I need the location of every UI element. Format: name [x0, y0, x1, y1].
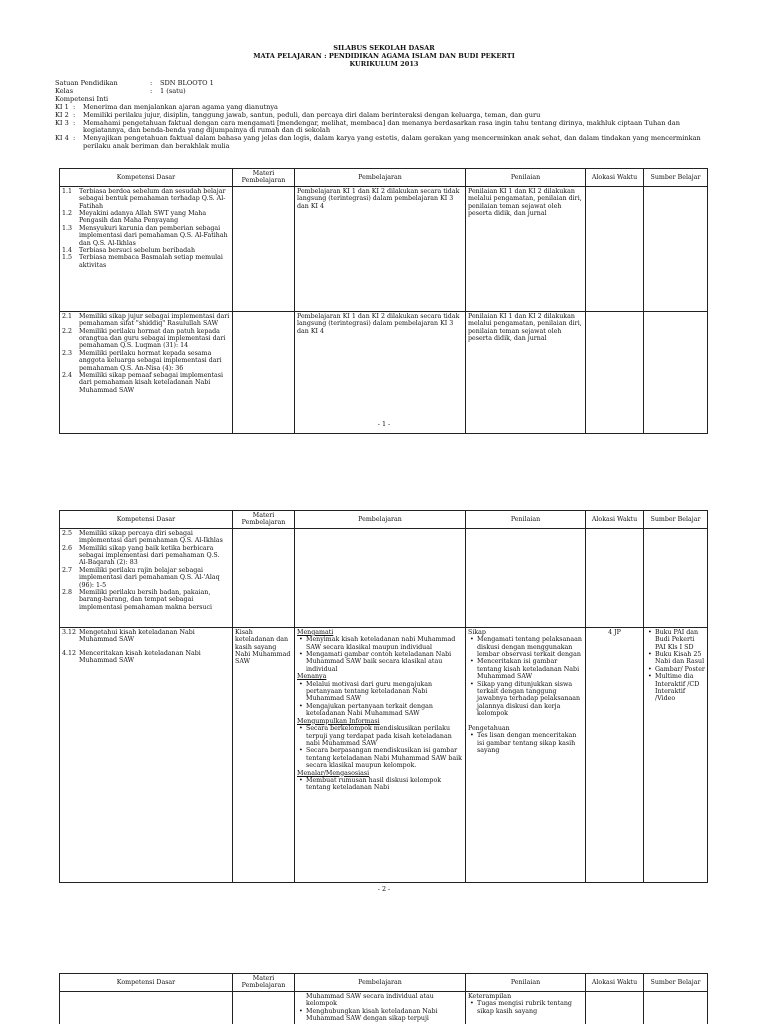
alokasi-cell: [586, 186, 644, 311]
ki-text: Memahami pengetahuan faktual dengan cara mengamati [mendengar, melihat, membaca] dan menanya berdasarkan rasa ingin tahu tentang dirinya, makhluk ciptaan Tuhan dan kegiatannya, dan benda-benda yang dijumpainya di rumah dan di sekolah: [83, 118, 680, 135]
syllabus-table: [59, 973, 708, 1024]
kd-item: 1.5 Terbiasa membaca Basmalah setiap memulai aktivitas: [62, 254, 223, 269]
ki-text: Menerima dan menjalankan ajaran agama yang dianutnya: [83, 102, 278, 111]
col-header-materi: Materi Pembelajaran: [233, 511, 295, 529]
kd-item: 2.6 Memiliki sikap yang baik ketika berbicara sebagai implementasi dari pemahaman Q.S. Al-Baqarah (2): 83: [62, 544, 220, 567]
col-header-sumber: Sumber Belajar: [644, 974, 708, 992]
document-header: [0, 44, 768, 68]
list-item: • Buku Kisah 25 Nabi dan Rasul: [655, 651, 705, 666]
continued-text: Muhammad SAW secara individual atau kelompok: [306, 992, 434, 1008]
ki-id: KI 3: [55, 118, 69, 127]
list-item: • Melalui motivasi dari guru mengajukan pertanyaan tentang keteladanan Nabi Muhammad SAW: [306, 681, 463, 703]
col-header-penilaian: Penilaian: [466, 974, 586, 992]
penilaian-cell: [466, 991, 586, 1024]
mengumpulkan-label: Mengumpulkan Informasi: [297, 717, 380, 725]
ki-row: KI 1 : Menerima dan menjalankan ajaran agama yang dianutnya: [55, 104, 725, 112]
kd-item: 2.7 Memiliki perilaku rajin belajar sebagai implementasi dari pemahaman Q.S. Al-'Alaq (96): 1-5: [62, 566, 220, 589]
pembelajaran-cell: [295, 991, 466, 1024]
table-header-row: [60, 974, 708, 992]
list-item: • Sikap yang ditunjukkan siswa terkait dengan tanggung jawabnya terhadap pelaksanaan jalannya diskusi dan kerja kelompok: [477, 681, 583, 718]
ki-row: KI 4 : Menyajikan pengetahuan faktual dalam bahasa yang jelas dan logis, dalam karya yang estetis, dalam gerakan yang mencerminkan anak sehat, dan dalam tindakan yang mencerminkan perilaku anak beriman dan berakhlak mulia: [55, 135, 725, 151]
kelas-label: Kelas: [55, 86, 74, 95]
sumber-cell: [644, 627, 708, 882]
col-header-pembelajaran: Pembelajaran: [295, 169, 466, 187]
header-subject: MATA PELAJARAN : PENDIDIKAN AGAMA ISLAM DAN BUDI PEKERTI: [253, 52, 515, 60]
page-3: [0, 968, 768, 1024]
pengetahuan-label: Pengetahuan: [468, 724, 510, 732]
keterampilan-label: Keterampilan: [468, 992, 512, 1000]
list-item: • Tugas mengisi rubrik tentang sikap kasih sayang: [477, 1000, 583, 1015]
list-item: • Buku PAI dan Budi Pekerti PAI Kls I SD: [655, 629, 705, 651]
pembelajaran-cell: [295, 528, 466, 627]
kd-cell: [60, 627, 233, 882]
page-2: [0, 503, 768, 903]
penilaian-cell: Penilaian KI 1 dan KI 2 dilakukan melalui pengamatan, penilaian diri, penilaian teman sejawat oleh peserta didik, dan jurnal: [466, 186, 586, 311]
materi-cell: Kisah keteladanan dan kasih sayang Nabi Muhammad SAW: [233, 627, 295, 882]
table-row: [60, 991, 708, 1024]
kd-item: 4.12 Menceritakan kisah keteladanan Nabi Muhammad SAW: [62, 649, 201, 665]
list-item: • Menghubungkan kisah keteladanan Nabi Muhammad SAW dengan sikap terpuji: [306, 1008, 463, 1023]
kd-item: 2.8 Memiliki perilaku bersih badan, pakaian, barang-barang, dan tempat sebagai implementasi pemahaman makna bersuci: [62, 589, 213, 611]
kd-item: 2.1 Memiliki sikap jujur sebagai implementasi dari pemahaman sifat "shiddiq" Rasulullah SAW: [62, 312, 230, 328]
menanya-label: Menanya: [297, 673, 327, 681]
list-item: • Mengamati gambar contoh keteladanan Nabi Muhammad SAW baik secara klasikal atau individual: [306, 651, 463, 673]
header-curriculum: KURIKULUM 2013: [349, 60, 419, 68]
penilaian-cell: Penilaian KI 1 dan KI 2 dilakukan melalui pengamatan, penilaian diri, penilaian teman sejawat oleh peserta didik, dan jurnal: [466, 311, 586, 433]
penilaian-cell: [466, 627, 586, 882]
list-item: • Gambar/ Poster: [655, 666, 705, 673]
kd-cell: [60, 186, 233, 311]
list-item: • Menyimak kisah keteladanan nabi Muhammad SAW secara klasikal maupun individual: [306, 636, 463, 651]
ki-text: Menyajikan pengetahuan faktual dalam bahasa yang jelas dan logis, dalam karya yang estetis, dalam gerakan yang mencerminkan anak sehat, dan dalam tindakan yang mencerminkan perilaku anak beriman dan berakhlak mulia: [83, 134, 701, 151]
kd-cell: [60, 991, 233, 1024]
page-number: - 1 -: [377, 420, 391, 428]
meta-row-satuan: [55, 80, 725, 88]
kd-item: 1.4 Terbiasa bersuci sebelum beribadah: [62, 247, 195, 255]
ki-id: KI 4: [55, 134, 69, 143]
kd-cell: [60, 528, 233, 627]
satuan-value: SDN BLOOTO 1: [160, 79, 214, 87]
kd-item: 1.2 Meyakini adanya Allah SWT yang Maha Pengasih dan Maha Penyayang: [62, 210, 207, 225]
table-row: [60, 311, 708, 433]
kd-cell: [60, 311, 233, 433]
col-header-kd: Kompetensi Dasar: [60, 169, 233, 187]
document-meta: [55, 80, 725, 151]
syllabus-table: [59, 168, 708, 434]
col-header-materi: Materi Pembelajaran: [233, 974, 295, 992]
sikap-list: [468, 636, 583, 717]
pembelajaran-list: [297, 1008, 463, 1023]
col-header-sumber: Sumber Belajar: [644, 511, 708, 529]
meta-row-kelas: [55, 88, 725, 96]
alokasi-cell: [586, 311, 644, 433]
alokasi-cell: [586, 528, 644, 627]
ki-text: Memiliki perilaku jujur, disiplin, tanggung jawab, santun, peduli, dan percaya diri dalam berinteraksi dengan keluarga, teman, dan guru: [83, 110, 541, 119]
penilaian-cell: [466, 528, 586, 627]
colon: :: [150, 86, 153, 95]
syllabus-table: [59, 510, 708, 883]
mengamati-label: Mengamati: [297, 628, 334, 636]
header-title: SILABUS SEKOLAH DASAR: [333, 44, 435, 52]
col-header-pembelajaran: Pembelajaran: [295, 511, 466, 529]
materi-cell: [233, 311, 295, 433]
page-number: - 2 -: [377, 885, 391, 893]
list-item: • Tes lisan dengan menceritakan isi gambar tentang sikap kasih sayang: [477, 732, 583, 754]
col-header-materi: Materi Pembelajaran: [233, 169, 295, 187]
list-item: • Mengajukan pertanyaan terkait dengan keteladanan Nabi Muhammad SAW: [306, 703, 463, 718]
ki-id: KI 1: [55, 102, 69, 111]
page-1: [0, 0, 768, 440]
sumber-list: [646, 629, 705, 703]
alokasi-cell: 4 JP: [586, 627, 644, 882]
ki-heading: Kompetensi Inti: [55, 94, 109, 103]
pembelajaran-cell: Pembelajaran KI 1 dan KI 2 dilakukan secara tidak langsung (terintegrasi) dalam pembelajaran KI 3 dan KI 4: [295, 311, 466, 433]
pembelajaran-cell: Pembelajaran KI 1 dan KI 2 dilakukan secara tidak langsung (terintegrasi) dalam pembelajaran KI 3 dan KI 4: [295, 186, 466, 311]
kelas-value: 1 (satu): [160, 86, 186, 95]
list-item: • Secara berpasangan mendiskusikan isi gambar tentang keteladanan Nabi Muhammad SAW baik secara klasikal maupun kelompok.: [306, 747, 463, 769]
col-header-pembelajaran: Pembelajaran: [295, 974, 466, 992]
col-header-alokasi: Alokasi Waktu: [586, 511, 644, 529]
kd-item: 2.4 Memiliki sikap pemaaf sebagai implementasi dari pemahaman kisah keteladanan Nabi Muhammad SAW: [62, 372, 224, 394]
col-header-alokasi: Alokasi Waktu: [586, 169, 644, 187]
list-item: • Secara berkelompok mendiskusikan perilaku terpuji yang terdapat pada kisah keteladanan nabi Muhammad SAW: [306, 725, 463, 747]
col-header-penilaian: Penilaian: [466, 169, 586, 187]
table-header-row: [60, 511, 708, 529]
colon: :: [150, 79, 153, 87]
menalar-list: [297, 777, 463, 792]
pembelajaran-cell: [295, 627, 466, 882]
kd-item: 2.5 Memiliki sikap percaya diri sebagai implementasi dari pemahaman Q.S. Al-Ikhlas: [62, 529, 223, 545]
mengamati-list: [297, 636, 463, 673]
col-header-penilaian: Penilaian: [466, 511, 586, 529]
sumber-cell: [644, 186, 708, 311]
list-item: • Menceritakan isi gambar tentang kisah keteladanan Nabi Muhammad SAW: [477, 658, 583, 680]
col-header-alokasi: Alokasi Waktu: [586, 974, 644, 992]
col-header-kd: Kompetensi Dasar: [60, 511, 233, 529]
satuan-label: Satuan Pendidikan: [55, 79, 118, 87]
materi-cell: [233, 991, 295, 1024]
materi-cell: [233, 528, 295, 627]
sumber-cell: [644, 528, 708, 627]
kd-item: 1.1 Terbiasa berdoa sebelum dan sesudah belajar sebagai bentuk pemahaman terhadap Q.S. Al-Fatihah: [62, 187, 226, 210]
sumber-cell: [644, 311, 708, 433]
sumber-cell: [644, 991, 708, 1024]
menanya-list: [297, 681, 463, 718]
ki-row: KI 2 : Memiliki perilaku jujur, disiplin, tanggung jawab, santun, peduli, dan percaya diri dalam berinteraksi dengan keluarga, teman, dan guru: [55, 112, 725, 120]
kd-item: 2.3 Memiliki perilaku hormat kepada sesama anggota keluarga sebagai implementasi dari pemahaman Q.S. An-Nisa (4): 36: [62, 349, 222, 372]
menalar-label: Menalar/Mengasosiasi: [297, 769, 370, 777]
sikap-label: Sikap: [468, 628, 486, 636]
pengetahuan-list: [468, 732, 583, 754]
table-row: [60, 186, 708, 311]
kd-item: 3.12 Mengetahui kisah keteladanan Nabi Muhammad SAW: [62, 628, 195, 644]
col-header-sumber: Sumber Belajar: [644, 169, 708, 187]
table-row: [60, 627, 708, 882]
mengumpulkan-list: [297, 725, 463, 769]
kd-item: 2.2 Memiliki perilaku hormat dan patuh kepada orangtua dan guru sebagai implementasi dari pemahaman Q.S. Luqman (31): 14: [62, 327, 226, 350]
list-item: • Multime dia Interaktif /CD Interaktif /Video: [655, 673, 705, 703]
ki-row: KI 3 : Memahami pengetahuan faktual dengan cara mengamati [mendengar, melihat, membaca] dan menanya berdasarkan rasa ingin tahu tentang dirinya, makhluk ciptaan Tuhan dan kegiatannya, dan benda-benda yang dijumpainya di rumah dan di sekolah: [55, 120, 725, 136]
kd-item: 1.3 Mensyukuri karunia dan pemberian sebagai implementasi dari pemahaman Q.S. Al-Fatihah dan Q.S. Al-Ikhlas: [62, 224, 228, 247]
list-item: • Mengamati tentang pelaksanaan diskusi dengan menggunakan lembar observasi terkait dengan: [477, 636, 583, 658]
keterampilan-list: [468, 1000, 583, 1015]
materi-cell: [233, 186, 295, 311]
ki-id: KI 2: [55, 110, 69, 119]
alokasi-cell: [586, 991, 644, 1024]
table-header-row: [60, 169, 708, 187]
table-row: [60, 528, 708, 627]
list-item: • Membuat rumusan hasil diskusi kelompok tentang keteladanan Nabi: [306, 777, 463, 792]
col-header-kd: Kompetensi Dasar: [60, 974, 233, 992]
